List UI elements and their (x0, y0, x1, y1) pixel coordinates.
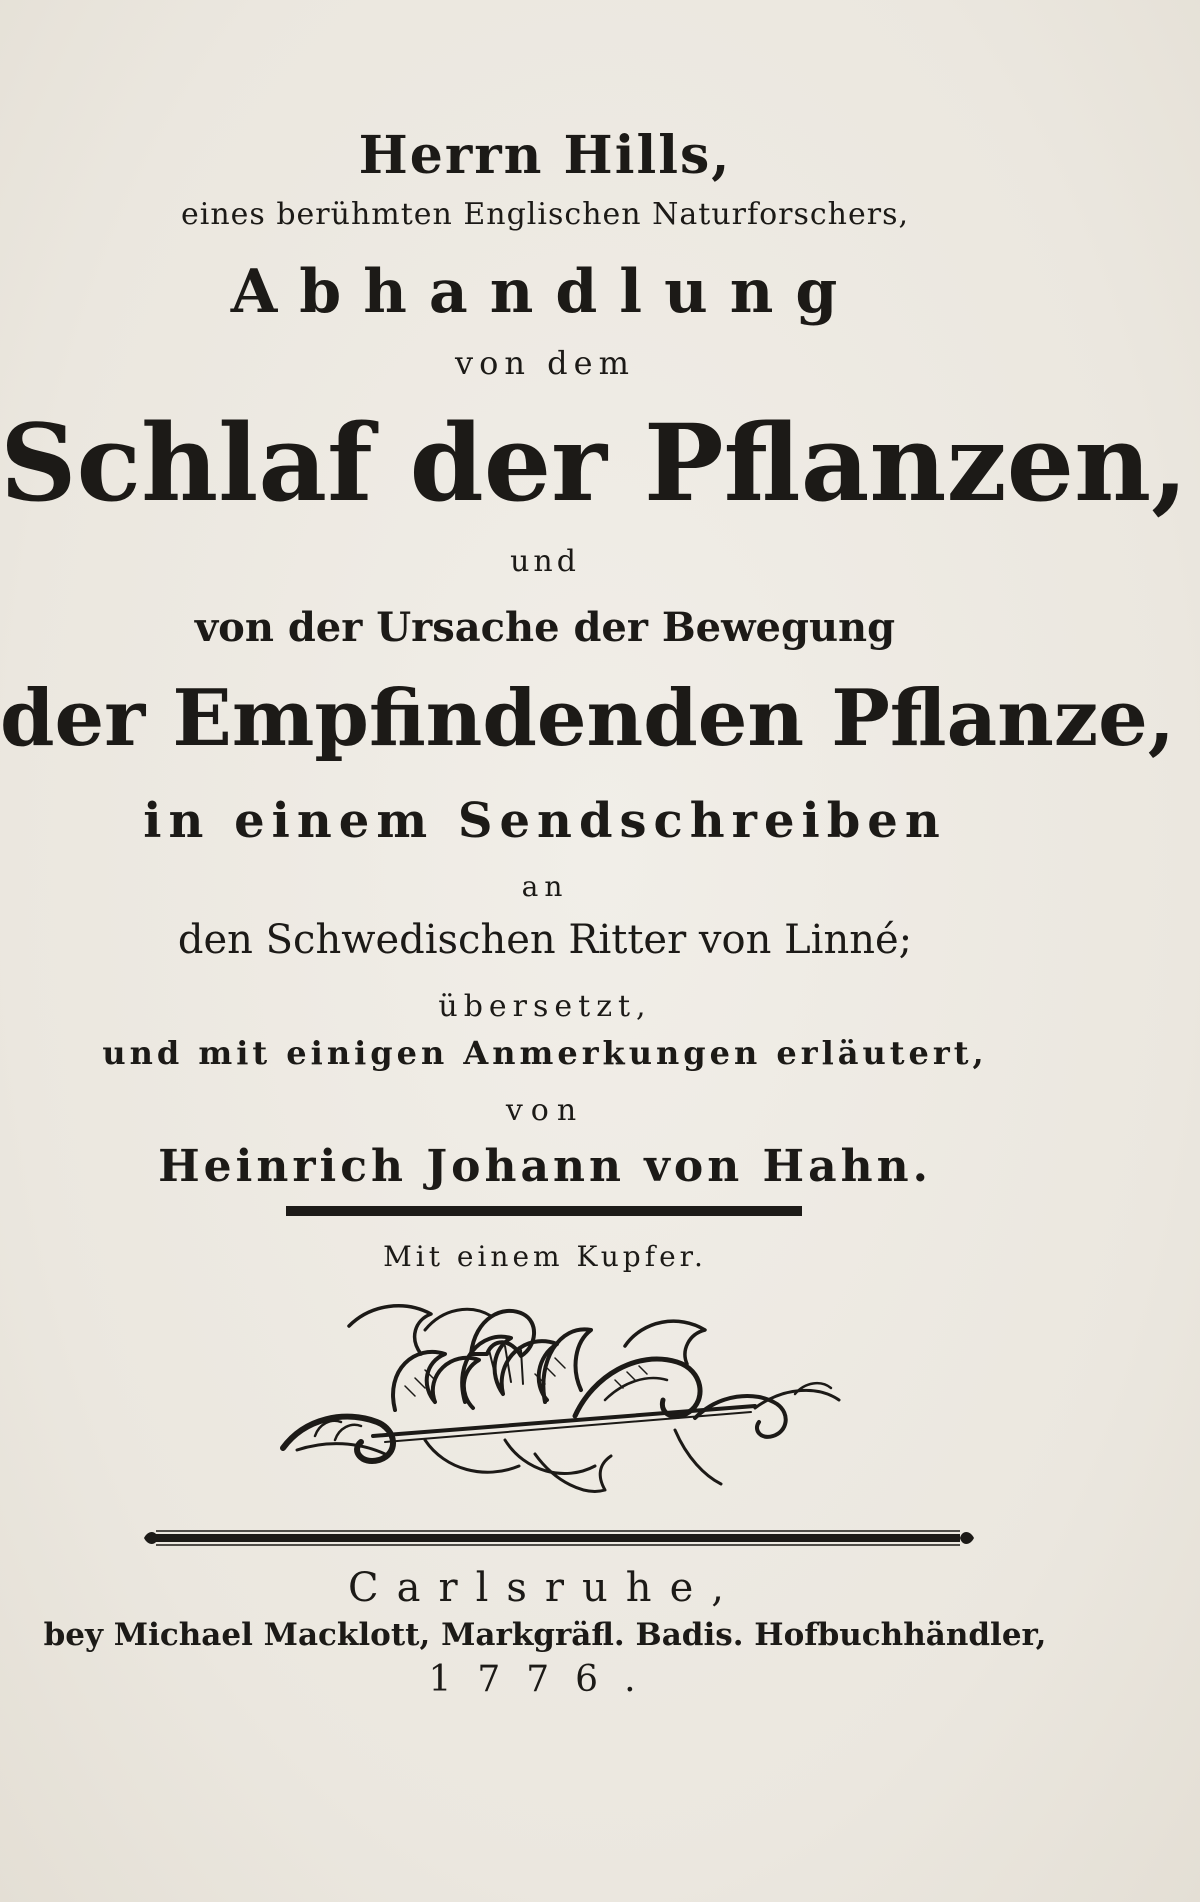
plate-note: Mit einem Kupfer. (383, 1240, 707, 1273)
divider-rule (286, 1206, 802, 1216)
preposition-an: an (521, 870, 569, 903)
annotated-line: und mit einigen Anmerkungen erläutert, (102, 1034, 988, 1072)
main-title: Schlaf der Pflanzen, (0, 400, 1189, 525)
imprint-year: 1776. (428, 1659, 662, 1700)
imprint-place: Carlsruhe, (348, 1565, 742, 1611)
form-line: in einem Sendschreiben (143, 793, 947, 849)
imprint-publisher: bey Michael Macklott, Markgräfl. Badis. Hofbuchhändler, (43, 1617, 1047, 1653)
translator-name: Heinrich Johann von Hahn. (158, 1141, 932, 1192)
author-line: Herrn Hills, (358, 125, 732, 186)
conjunction: und (510, 544, 580, 579)
preposition-von: von (505, 1093, 585, 1128)
ornamental-double-rule (144, 1528, 974, 1548)
translated-line: übersetzt, (438, 989, 652, 1024)
subtitle-intro: von der Ursache der Bewegung (194, 604, 896, 651)
work-type: Abhandlung (230, 257, 860, 327)
recipient-line: den Schwedischen Ritter von Linné; (177, 917, 913, 963)
author-description: eines berühmten Englischen Naturforschers, (180, 197, 910, 232)
secondary-title: der Empfindenden Pflanze, (0, 673, 1175, 764)
rococo-vignette-icon (275, 1290, 845, 1510)
preposition-von-dem: von dem (455, 344, 635, 382)
